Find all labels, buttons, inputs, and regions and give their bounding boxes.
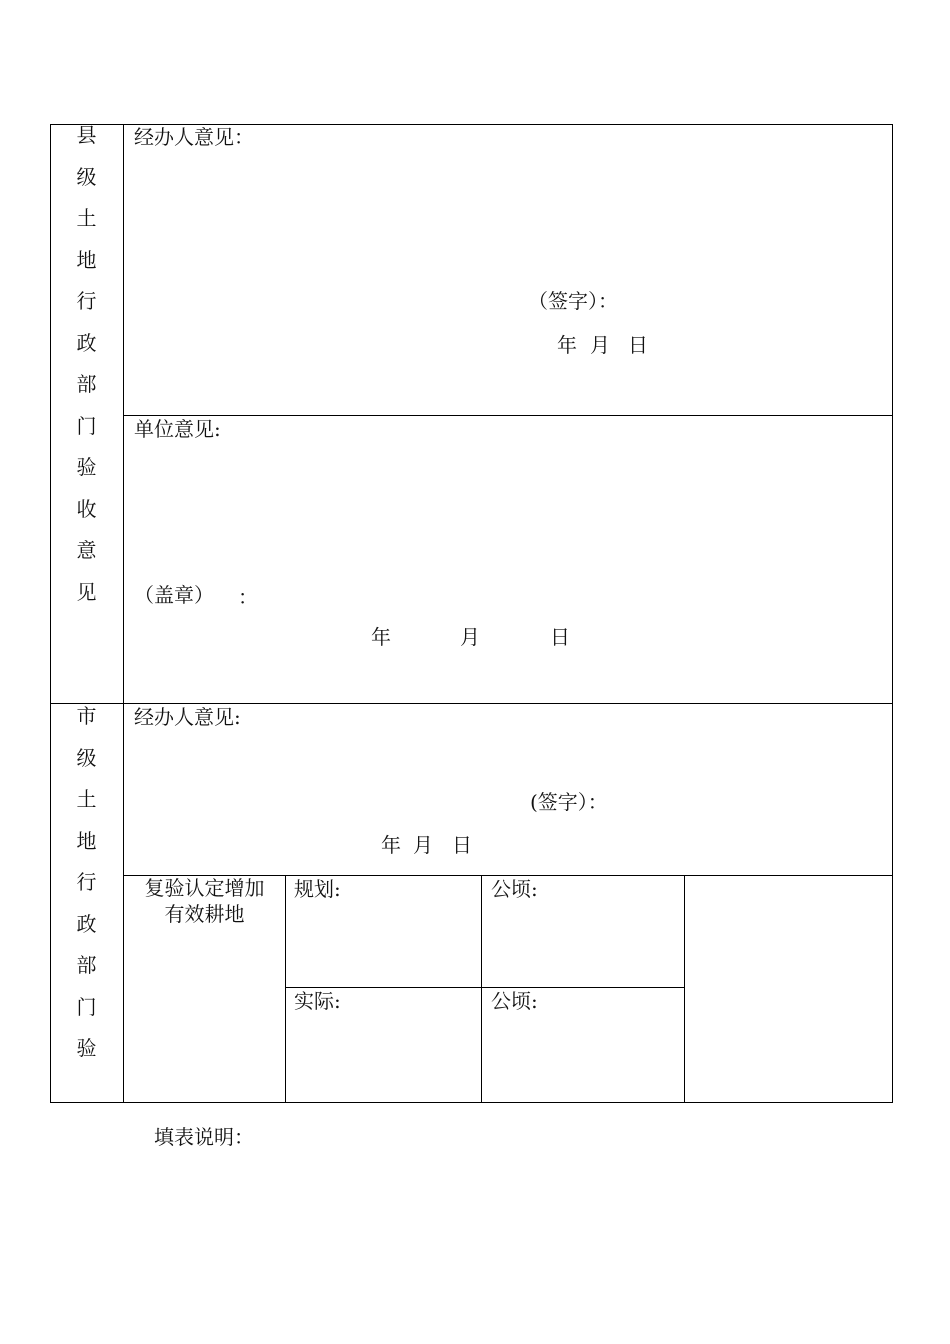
county-handler-opinion-label: 经办人意见： xyxy=(134,125,254,149)
city-label-char: 级 xyxy=(76,745,97,770)
city-handler-opinion-label: 经办人意见: xyxy=(134,705,241,729)
recheck-label-line2: 有效耕地 xyxy=(164,902,245,926)
city-handler-date-year: 年 xyxy=(381,833,401,857)
city-label-char: 市 xyxy=(76,704,97,728)
county-unit-opinion-label: 单位意见: xyxy=(134,417,221,441)
label-column-divider xyxy=(123,124,124,1103)
county-handler-unit-divider xyxy=(123,415,893,416)
actual-label: 实际: xyxy=(294,989,341,1013)
county-label-char: 意 xyxy=(76,538,97,562)
county-label-char: 收 xyxy=(76,496,97,521)
county-label-char: 见 xyxy=(76,579,97,604)
county-label-char: 级 xyxy=(76,164,97,189)
city-label-char: 验 xyxy=(76,1036,97,1060)
table-bottom-border xyxy=(50,1102,893,1103)
county-label-char: 政 xyxy=(76,330,97,355)
city-handler-date-day: 日 xyxy=(452,833,472,857)
city-label-char: 行 xyxy=(76,870,97,894)
county-unit-date-year: 年 xyxy=(371,625,391,649)
county-label-char: 县 xyxy=(76,123,97,147)
county-label-char: 土 xyxy=(76,206,97,230)
recheck-col-divider-3 xyxy=(684,875,685,1103)
city-label-char: 地 xyxy=(76,828,97,853)
county-label-char: 部 xyxy=(76,372,97,396)
county-unit-date-day: 日 xyxy=(550,625,570,649)
actual-unit-label: 公顷: xyxy=(491,989,538,1013)
planned-label: 规划: xyxy=(294,877,341,901)
city-label-char: 部 xyxy=(76,953,97,977)
fill-instructions-label: 填表说明： xyxy=(154,1125,254,1149)
recheck-label-line1: 复验认定增加 xyxy=(144,876,265,900)
county-unit-seal-colon: ： xyxy=(238,585,258,609)
city-label-char: 土 xyxy=(76,787,97,811)
county-label-char: 门 xyxy=(76,413,97,438)
county-label-char: 地 xyxy=(76,247,97,272)
county-label-char: 行 xyxy=(76,289,97,313)
county-handler-date-month: 月 xyxy=(590,333,610,357)
county-section-label xyxy=(50,124,123,622)
city-section-label xyxy=(50,705,123,1079)
county-label-char: 验 xyxy=(76,455,97,479)
recheck-col-divider-1 xyxy=(285,875,286,1103)
county-handler-date-year: 年 xyxy=(557,333,577,357)
county-handler-signature-label: （签字）： xyxy=(528,289,618,313)
city-label-char: 政 xyxy=(76,911,97,936)
recheck-col-divider-2 xyxy=(481,875,482,1103)
city-label-char: 门 xyxy=(76,994,97,1019)
table-right-border xyxy=(892,124,893,1103)
planned-unit-label: 公顷: xyxy=(491,877,538,901)
planned-actual-divider xyxy=(285,987,685,988)
city-handler-date-month: 月 xyxy=(413,833,433,857)
county-handler-date-day: 日 xyxy=(628,333,648,357)
city-handler-signature-label: (签字）： xyxy=(530,790,608,814)
county-city-divider xyxy=(50,703,893,704)
county-unit-date-month: 月 xyxy=(460,625,480,649)
county-unit-seal-label: （盖章） xyxy=(134,583,214,607)
